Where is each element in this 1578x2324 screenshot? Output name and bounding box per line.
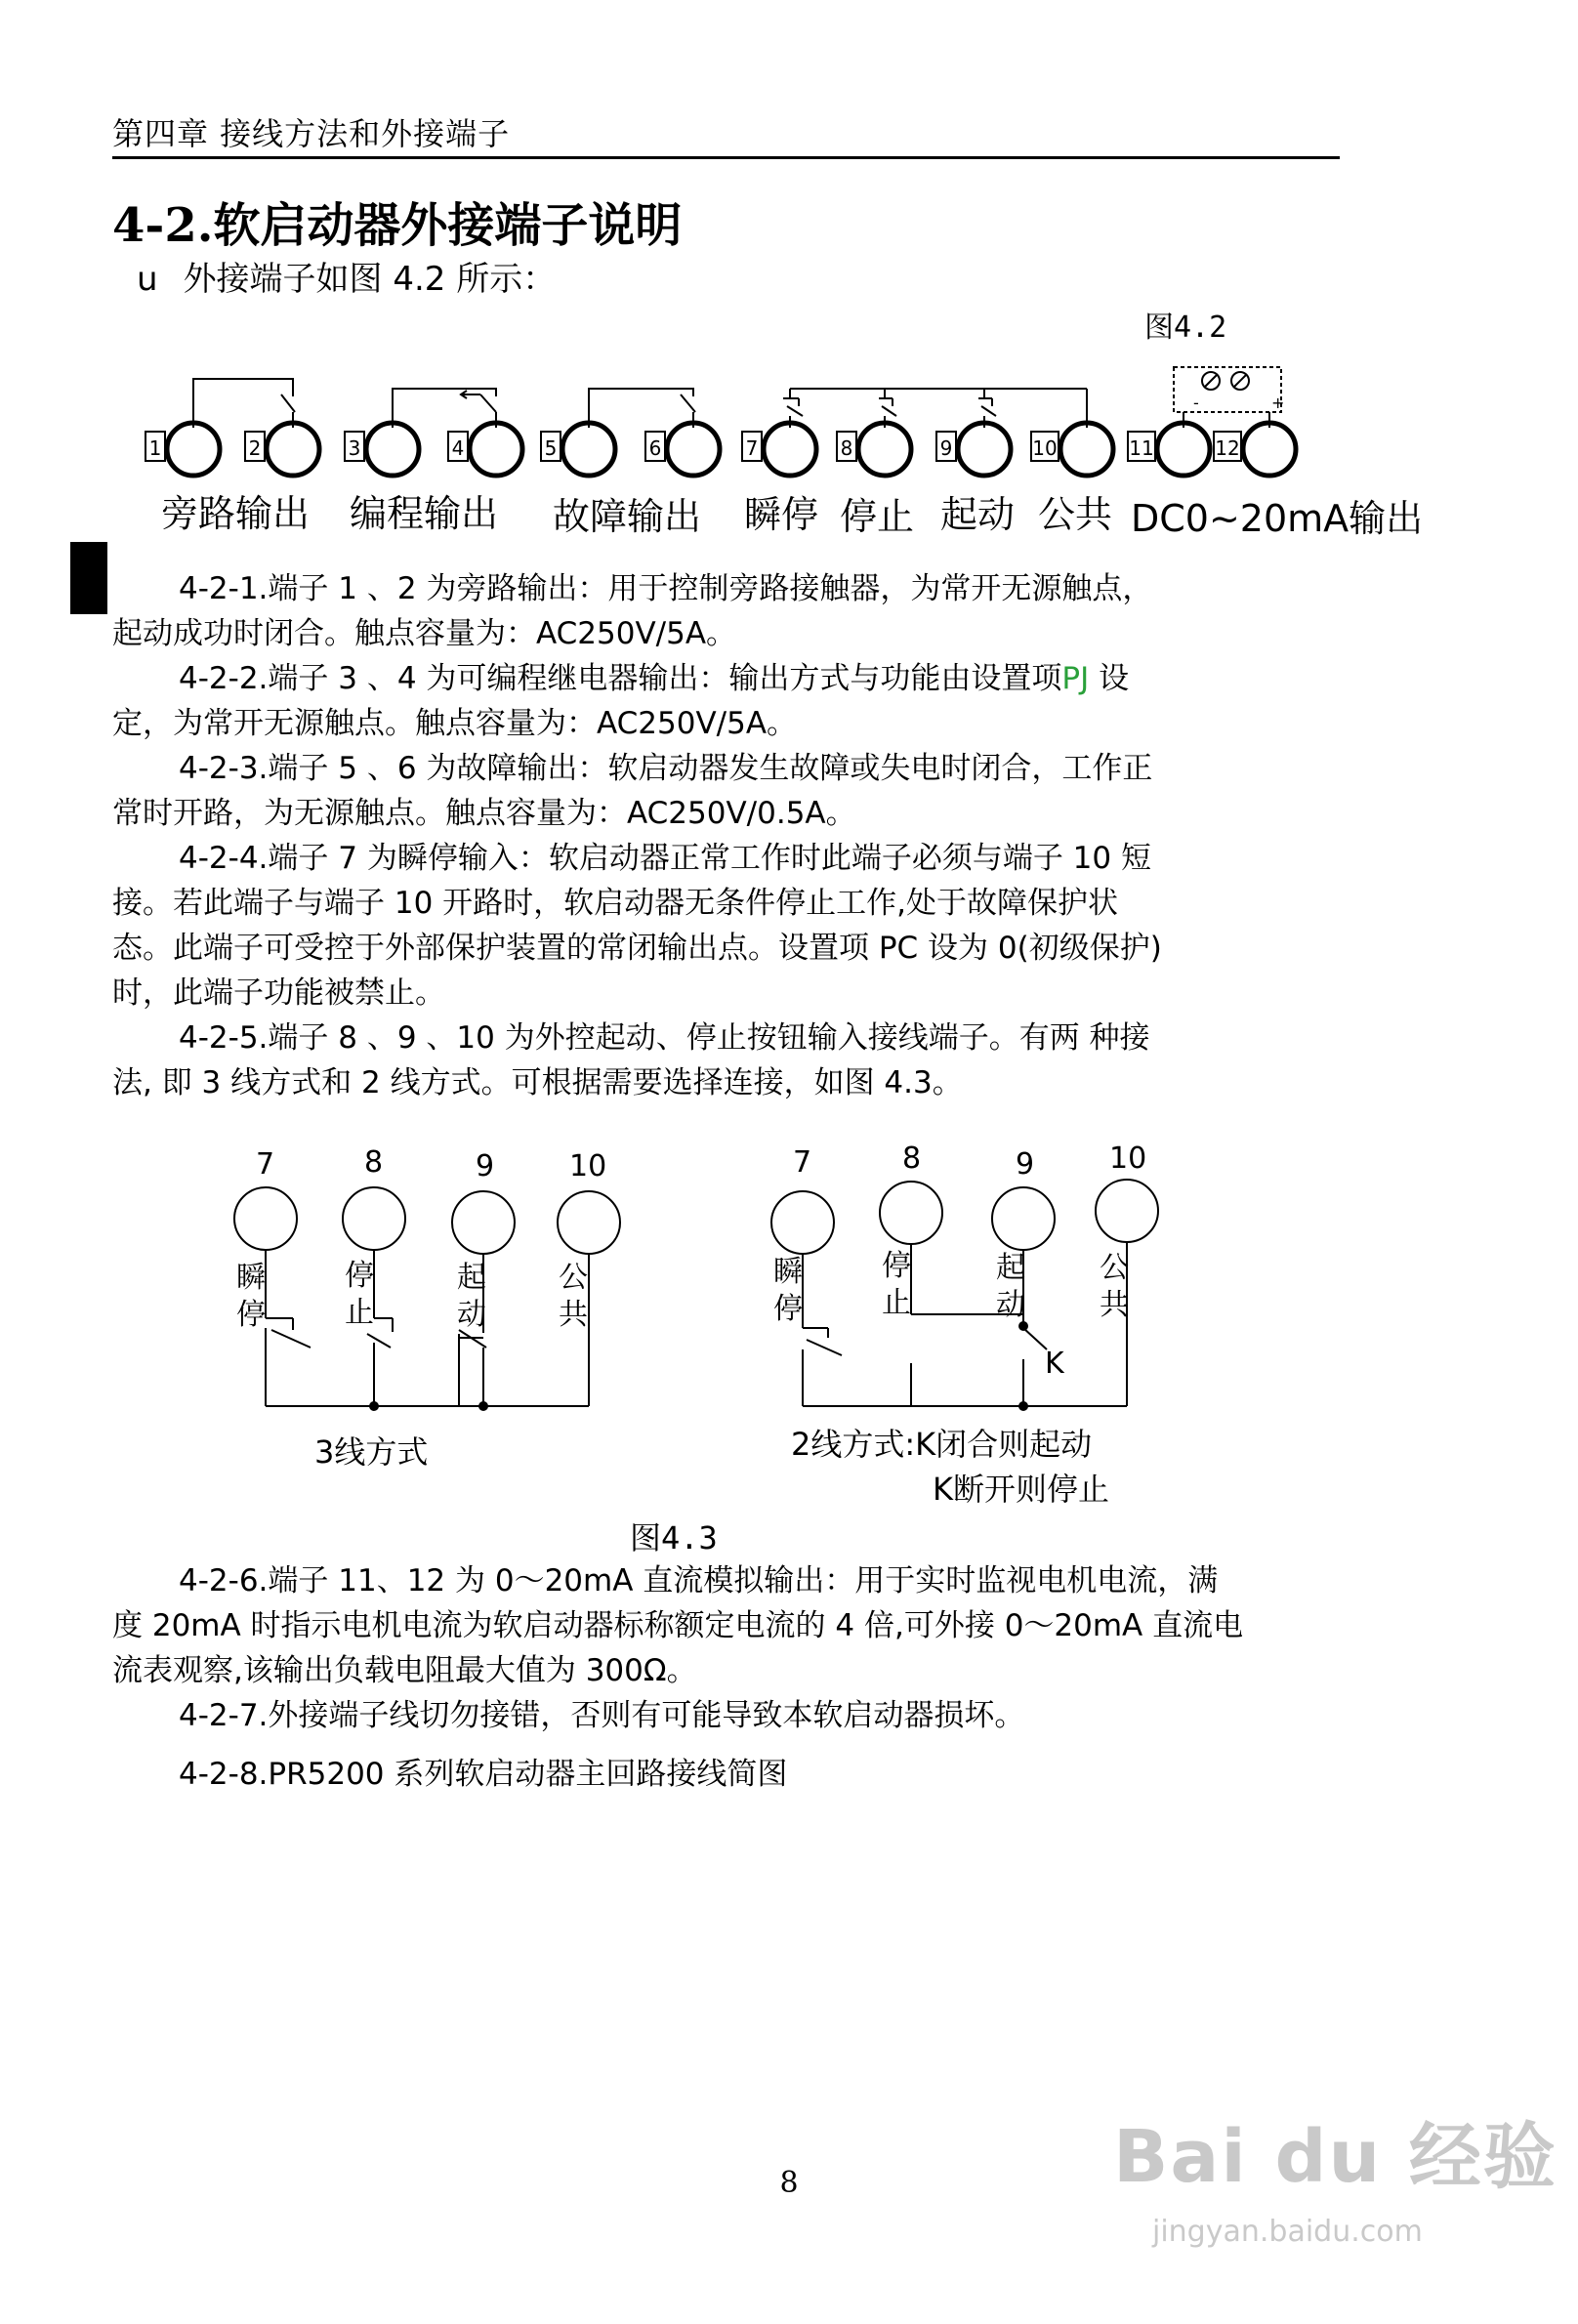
label-start: 起动 bbox=[940, 493, 1016, 536]
fig43-k-label: K bbox=[1045, 1347, 1064, 1381]
para-5-line-1: 4-2-5.端子 8 、9 、10 为外控起动、停止按钮输入接线端子。有两 种接 bbox=[179, 1020, 1150, 1056]
label-common: 公共 bbox=[1038, 493, 1113, 536]
fig43-right-caption-2: K断开则停止 bbox=[933, 1471, 1109, 1508]
para-2-post: 设 bbox=[1089, 661, 1130, 696]
terminal-2-circle bbox=[267, 423, 319, 476]
fig43-left-label-stop: 停 止 bbox=[345, 1259, 374, 1330]
fig43-caption: 图4.3 bbox=[630, 1519, 718, 1556]
terminal-7-circle bbox=[764, 423, 816, 476]
fig43-right-num-8: 8 bbox=[902, 1142, 922, 1176]
label-program-output: 编程输出 bbox=[350, 492, 499, 535]
baidu-watermark: Bai du 经验 bbox=[1113, 2115, 1557, 2199]
label-dc-output: DC0~20mA输出 bbox=[1131, 497, 1424, 540]
terminal-2-number: 2 bbox=[248, 436, 262, 460]
terminal-8-number: 8 bbox=[840, 436, 853, 460]
terminal-3-circle bbox=[366, 423, 419, 476]
para-6-line-1: 4-2-6.端子 11、12 为 0～20mA 直流模拟输出：用于实时监视电机电流，满 bbox=[179, 1563, 1219, 1598]
terminal-1-number: 1 bbox=[148, 436, 162, 460]
terminal-6-circle bbox=[667, 423, 720, 476]
terminal-10-circle bbox=[1060, 423, 1113, 476]
fig43-right-num-10: 10 bbox=[1109, 1142, 1147, 1176]
fig43-left-label-start: 起 动 bbox=[457, 1261, 486, 1332]
terminal-7-number: 7 bbox=[745, 436, 759, 460]
label-fault-output: 故障输出 bbox=[553, 495, 702, 538]
para-2-line-2: 定，为常开无源触点。触点容量为：AC250V/5A。 bbox=[112, 706, 798, 741]
para-2-pre: 4-2-2.端子 3 、4 为可编程继电器输出：输出方式与功能由设置项 bbox=[179, 661, 1062, 696]
terminal-1-circle bbox=[167, 423, 220, 476]
terminal-3-number: 3 bbox=[348, 436, 361, 460]
terminal-5-number: 5 bbox=[544, 436, 558, 460]
section-title: 4-2.软启动器外接端子说明 bbox=[112, 198, 683, 253]
para-1-line-1: 4-2-1.端子 1 、2 为旁路输出：用于控制旁路接触器，为常开无源触点， bbox=[179, 571, 1153, 606]
fig42-caption: 图4.2 bbox=[1144, 311, 1227, 345]
para-4-line-3: 态。此端子可受控于外部保护装置的常闭输出点。设置项 PC 设为 0(初级保护) bbox=[112, 931, 1162, 966]
fig43-right-label-stop: 停 止 bbox=[882, 1249, 911, 1320]
para-4-line-4: 时，此端子功能被禁止。 bbox=[112, 975, 445, 1011]
paragraphs-block-1 bbox=[112, 566, 1343, 1105]
terminal-12-number: 12 bbox=[1215, 436, 1240, 460]
para-3-line-1: 4-2-3.端子 5 、6 为故障输出：软启动器发生故障或失电时闭合，工作正 bbox=[179, 751, 1153, 786]
fig43-left-num-9: 9 bbox=[476, 1149, 495, 1183]
terminal-10-number: 10 bbox=[1032, 436, 1058, 460]
side-tab-marker bbox=[70, 542, 107, 614]
polarity-plus: + bbox=[1271, 394, 1285, 412]
page-number: 8 bbox=[779, 2166, 799, 2200]
para-6-line-2: 度 20mA 时指示电机电流为软启动器标称额定电流的 4 倍,可外接 0～20mA 直流电 bbox=[112, 1608, 1244, 1643]
terminal-8-circle bbox=[858, 423, 911, 476]
fig43-right-caption-1: 2线方式:K闭合则起动 bbox=[791, 1426, 1093, 1463]
fig43-right-num-9: 9 bbox=[1016, 1147, 1035, 1182]
baidu-watermark-url: jingyan.baidu.com bbox=[1152, 2215, 1423, 2249]
label-instant-stop: 瞬停 bbox=[744, 493, 819, 536]
terminal-4-number: 4 bbox=[451, 436, 465, 460]
fig43-right-num-7: 7 bbox=[793, 1145, 812, 1180]
fig43-left-label-common: 公 共 bbox=[559, 1261, 588, 1332]
para-4-line-2: 接。若此端子与端子 10 开路时，软启动器无条件停止工作,处于故障保护状 bbox=[112, 886, 1119, 921]
fig42-diagram bbox=[0, 361, 1578, 488]
para-2-line-1 bbox=[112, 656, 1343, 701]
intro-line bbox=[137, 252, 556, 300]
para-4-line-1: 4-2-4.端子 7 为瞬停输入：软启动器正常工作时此端子必须与端子 10 短 bbox=[179, 841, 1151, 876]
para-3-line-2: 常时开路，为无源触点。触点容量为：AC250V/0.5A。 bbox=[112, 796, 856, 831]
terminal-6-number: 6 bbox=[648, 436, 662, 460]
terminal-4-circle bbox=[470, 423, 522, 476]
fig43-right-label-start: 起 动 bbox=[996, 1251, 1025, 1322]
terminal-5-circle bbox=[562, 423, 615, 476]
setting-pj: PJ bbox=[1061, 661, 1090, 696]
polarity-minus: - bbox=[1193, 394, 1199, 412]
para-1-line-2: 起动成功时闭合。触点容量为：AC250V/5A。 bbox=[112, 616, 737, 651]
label-stop: 停止 bbox=[840, 495, 915, 538]
fig43-right-label-common: 公 共 bbox=[1100, 1251, 1129, 1322]
fig43-left-num-8: 8 bbox=[364, 1145, 384, 1180]
terminal-9-number: 9 bbox=[939, 436, 953, 460]
fig43-left-caption: 3线方式 bbox=[314, 1433, 429, 1471]
header-rule bbox=[112, 156, 1340, 159]
terminal-9-circle bbox=[958, 423, 1011, 476]
intro-text: 外接端子如图 4.2 所示： bbox=[183, 260, 557, 299]
label-bypass-output: 旁路输出 bbox=[161, 492, 311, 535]
para-6-line-3: 流表观察,该输出负载电阻最大值为 300Ω。 bbox=[112, 1653, 697, 1688]
fig43-left-num-10: 10 bbox=[569, 1149, 607, 1183]
fig43-left-num-7: 7 bbox=[256, 1147, 275, 1182]
para-7: 4-2-7.外接端子线切勿接错，否则有可能导致本软启动器损坏。 bbox=[179, 1698, 1025, 1733]
bullet-marker: u bbox=[137, 260, 158, 299]
paragraphs-block-2 bbox=[112, 1558, 1343, 1797]
chapter-header: 第四章 接线方法和外接端子 bbox=[112, 115, 511, 152]
para-5-line-2: 法, 即 3 线方式和 2 线方式。可根据需要选择连接，如图 4.3。 bbox=[112, 1065, 963, 1100]
terminal-11-circle bbox=[1157, 423, 1210, 476]
fig43-right-label-instant-stop: 瞬 停 bbox=[773, 1255, 803, 1326]
terminal-12-circle bbox=[1243, 423, 1296, 476]
terminal-11-number: 11 bbox=[1129, 436, 1154, 460]
fig43-left-label-instant-stop: 瞬 停 bbox=[236, 1261, 266, 1332]
para-8: 4-2-8.PR5200 系列软启动器主回路接线简图 bbox=[179, 1757, 788, 1792]
